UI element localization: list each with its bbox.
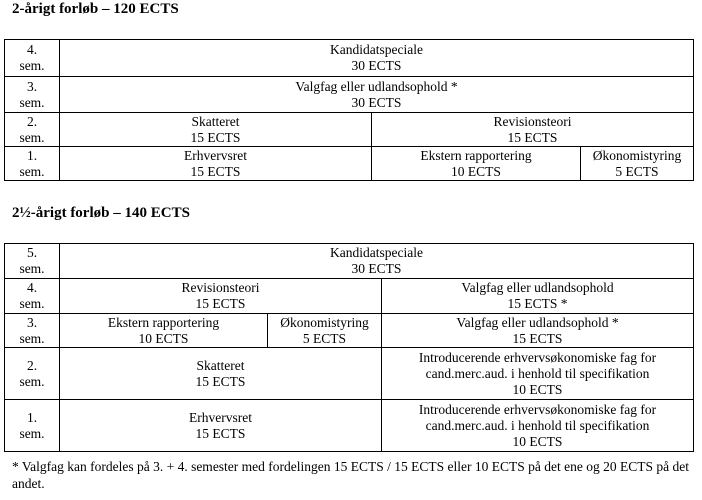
course-cell	[60, 77, 694, 113]
course-cell-line: 5 ECTS	[302, 330, 347, 346]
semester-label-line: 3.	[26, 78, 38, 94]
semester-label-line: sem.	[19, 94, 45, 110]
semester-label-line: sem.	[19, 425, 45, 441]
semester-label-line: 5.	[26, 245, 38, 260]
course-cell-line: 5 ECTS	[615, 163, 659, 179]
course-cell-line: Valgfag eller udlandsophold	[461, 280, 614, 295]
semester-row	[5, 40, 694, 77]
semester-label-line: 2.	[26, 113, 38, 129]
course-cell-line: 10 ECTS	[451, 163, 501, 179]
course-cell-line: 10 ECTS	[138, 330, 189, 346]
course-cell	[382, 400, 694, 452]
course-cell-line: Kandidatspeciale	[330, 42, 423, 57]
course-cell-line: Ekstern rapportering	[107, 314, 220, 330]
plan2-table	[4, 243, 694, 452]
course-cell-line: Introducerende erhvervsøkonomiske fag for	[418, 401, 657, 417]
semester-row	[5, 244, 694, 279]
course-cell-line: Økonomistyring	[592, 147, 682, 163]
course-cell	[60, 348, 382, 400]
course-cell	[372, 147, 581, 181]
course-cell-line: 15 ECTS	[195, 296, 246, 311]
course-cell-line: 30 ECTS	[351, 94, 402, 110]
plan1-heading: 2-årigt forløb – 120 ECTS	[12, 1, 179, 17]
semester-row	[5, 400, 694, 452]
course-cell-line: 15 ECTS	[507, 129, 558, 145]
course-cell	[60, 113, 372, 147]
course-cell	[372, 113, 694, 147]
semester-row	[5, 314, 694, 348]
course-cell-line: 15 ECTS	[190, 163, 241, 179]
semester-label	[5, 314, 60, 348]
semester-label-line: sem.	[19, 58, 45, 73]
course-cell-line: Valgfag eller udlandsophold *	[456, 314, 619, 330]
course-cell-line: 15 ECTS	[195, 425, 246, 441]
semester-label	[5, 40, 60, 77]
semester-label-line: sem.	[19, 296, 45, 311]
semester-label-line: sem.	[19, 163, 45, 179]
semester-label-line: sem.	[19, 330, 45, 346]
course-cell-line: Erhvervsret	[189, 409, 252, 425]
semester-label	[5, 244, 60, 279]
plan1-table	[4, 39, 694, 181]
semester-row	[5, 279, 694, 314]
semester-row	[5, 113, 694, 147]
semester-label	[5, 348, 60, 400]
semester-label	[5, 400, 60, 452]
semester-label-line: 4.	[26, 42, 38, 57]
semester-label	[5, 113, 60, 147]
semester-label	[5, 77, 60, 113]
course-cell	[581, 147, 694, 181]
course-cell-line: 10 ECTS	[512, 433, 563, 449]
course-cell	[60, 244, 694, 279]
course-cell-line: Skatteret	[196, 357, 245, 373]
semester-label-line: sem.	[19, 261, 45, 276]
semester-label-line: 3.	[26, 314, 38, 330]
course-cell-line: Skatteret	[191, 113, 240, 129]
footnote: * Valgfag kan fordeles på 3. + 4. semester med fordelingen 15 ECTS / 15 ECTS eller 10 ECTS på det ene og 20 ECTS på det andet.	[12, 459, 689, 491]
semester-label-line: 1.	[26, 147, 38, 163]
semester-label-line: 4.	[26, 280, 38, 295]
course-cell-line: 30 ECTS	[351, 58, 402, 73]
course-cell	[382, 348, 694, 400]
semester-label	[5, 147, 60, 181]
course-cell	[382, 314, 694, 348]
course-cell-line: cand.merc.aud. i henhold til specifikation	[425, 417, 650, 433]
course-cell-line: Erhvervsret	[184, 147, 247, 163]
semester-label-line: sem.	[19, 373, 45, 389]
course-cell-line: 30 ECTS	[351, 261, 402, 276]
semester-label-line: 2.	[26, 357, 38, 373]
course-cell	[268, 314, 382, 348]
course-cell-line: cand.merc.aud. i henhold til specifikation	[425, 365, 650, 381]
course-cell-line: Kandidatspeciale	[330, 245, 423, 260]
course-cell-line: Valgfag eller udlandsophold *	[295, 78, 458, 94]
course-cell-line: Introducerende erhvervsøkonomiske fag for	[418, 349, 657, 365]
course-cell-line: 15 ECTS	[190, 129, 241, 145]
course-cell-line: Revisionsteori	[181, 280, 260, 295]
semester-row	[5, 77, 694, 113]
plan2-heading: 2½-årigt forløb – 140 ECTS	[12, 205, 190, 221]
course-cell-line: 15 ECTS	[195, 373, 246, 389]
semester-label-line: 1.	[26, 409, 38, 425]
course-cell-line: 15 ECTS	[512, 330, 563, 346]
semester-label-line: sem.	[19, 129, 45, 145]
course-cell	[60, 279, 382, 314]
course-cell	[382, 279, 694, 314]
course-cell	[60, 40, 694, 77]
semester-row	[5, 348, 694, 400]
semester-label	[5, 279, 60, 314]
course-cell-line: Ekstern rapportering	[420, 147, 532, 163]
course-cell	[60, 147, 372, 181]
course-cell	[60, 314, 268, 348]
course-cell-line: Revisionsteori	[493, 113, 572, 129]
semester-row	[5, 147, 694, 181]
course-cell-line: 15 ECTS *	[507, 296, 568, 311]
course-cell	[60, 400, 382, 452]
course-cell-line: 10 ECTS	[512, 381, 563, 397]
course-cell-line: Økonomistyring	[280, 314, 369, 330]
